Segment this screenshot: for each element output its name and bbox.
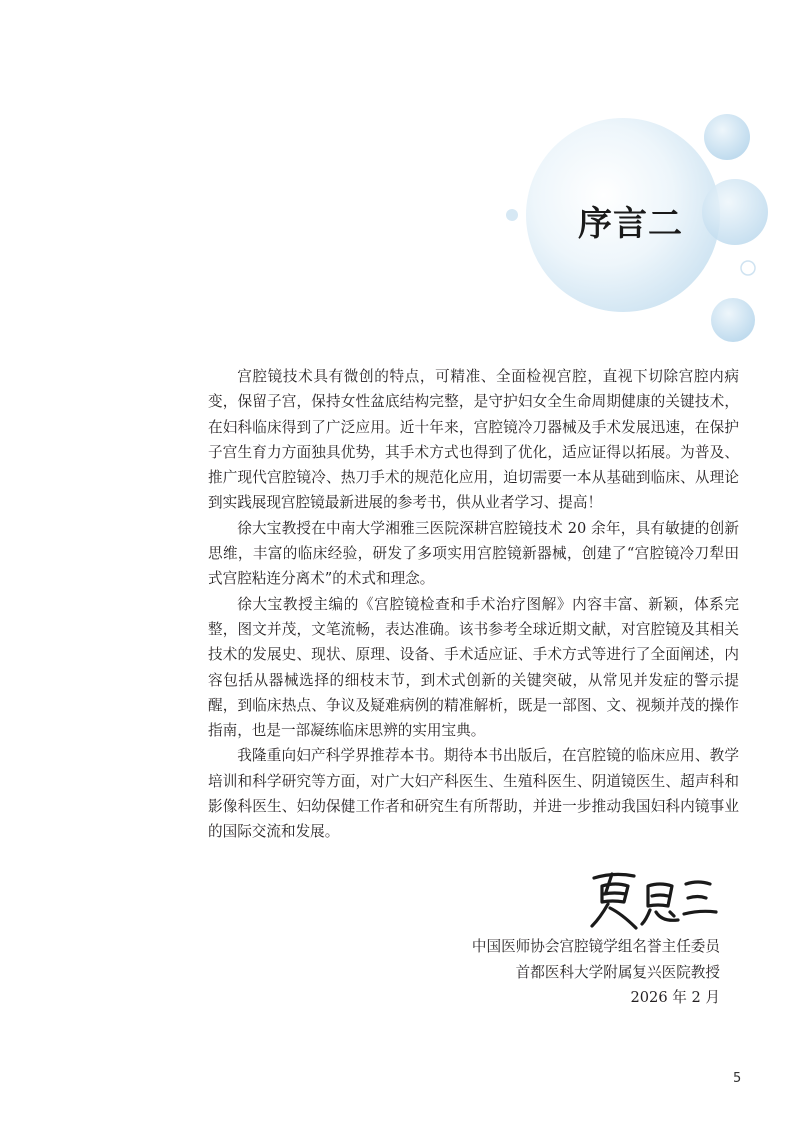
preface-body	[208, 364, 739, 845]
affiliation-line: 中国医师协会宫腔镜学组名誉主任委员	[471, 938, 720, 955]
signature-date: 2026 年 2 月	[630, 989, 720, 1006]
decorative-bubbles	[0, 0, 800, 360]
signature-block	[472, 934, 720, 1011]
affiliation-line: 首都医科大学附属复兴医院教授	[515, 963, 720, 981]
paragraph: 我隆重向妇产科学界推荐本书。期待本书出版后，在宫腔镜的临床应用、教学培训和科学研究等方面，对广大妇产科医生、生殖科医生、阴道镜医生、超声科和影像科医生、妇幼保健工作者和研究生有所帮助，并进一步推动我国妇科内镜事业的国际交流和发展。	[208, 747, 739, 841]
bubble-right	[702, 179, 768, 245]
paragraph: 宫腔镜技术具有微创的特点，可精准、全面检视宫腔，直视下切除宫腔内病变，保留子宫，保持女性盆底结构完整，是守护妇女全生命周期健康的关键技术，在妇科临床得到了广泛应用。近十年来，宫腔镜冷刀器械及手术发展迅速，在保护子宫生育力方面独具优势，其手术方式也得到了优化，适应证得以拓展。为普及、推广现代宫腔镜冷、热刀手术的规范化应用，迫切需要一本从基础到临床、从理论到实践展现宫腔镜最新进展的参考书，供从业者学习、提高！	[208, 368, 739, 512]
bubble-top-right	[704, 114, 750, 160]
bubble-outline	[741, 261, 755, 275]
paragraph: 徐大宝教授主编的《宫腔镜检查和手术治疗图解》内容丰富、新颖，体系完整，图文并茂，文笔流畅，表达准确。该书参考全球近期文献，对宫腔镜及其相关技术的发展史、现状、原理、设备、手术适应证、手术方式等进行了全面阐述，内容包括从器械选择的细枝末节，到术式创新的关键突破，从常见并发症的警示提醒，到临床热点、争议及疑难病例的精准解析，既是一部图、文、视频并茂的操作指南，也是一部凝练临床思辨的实用宝典。	[208, 595, 739, 740]
page-title: 序言二	[578, 204, 683, 244]
page-number: 5	[733, 1071, 742, 1086]
handwritten-signature	[588, 868, 720, 934]
paragraph: 徐大宝教授在中南大学湘雅三医院深耕宫腔镜技术 20 余年，具有敏捷的创新思维，丰富的临床经验，研发了多项实用宫腔镜新器械，创建了“宫腔镜冷刀犁田式宫腔粘连分离术”的术式和理念。	[208, 519, 739, 588]
bubble-tiny	[506, 209, 518, 221]
bubble-bottom-right	[711, 298, 755, 342]
